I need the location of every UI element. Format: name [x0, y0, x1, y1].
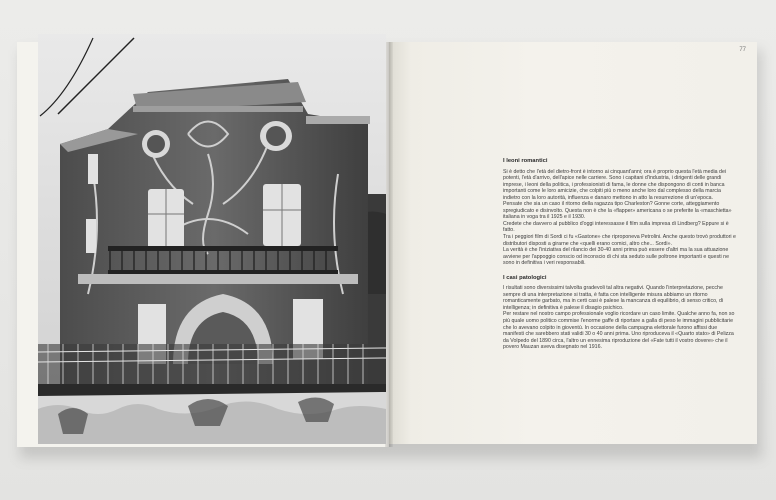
page-number: 77 [739, 47, 746, 53]
paragraph: La verità è che l'iniziativa del rilancio dei 30-40 anni prima può essere d'altri ma la sua attuazione avviene per l'appoggio conscio od inconscio di chi sta seduto sulle poltrone importanti e questi ne sono in definitiva i veri responsabili. [503, 247, 730, 267]
paragraph: Tra i peggiori film di Sordi ci fu «Gastone» che riproponeva Petrolini. Anche questo trovò produttori e distributori disposti a girarne che «quelli erano comici, altro che... Sordi». [503, 234, 736, 247]
book-gutter [385, 42, 393, 447]
section-heading-casi-patologici: I casi patologici [503, 274, 547, 281]
paragraph: Si è detto che l'età del dietro-front è intorno ai cinquant'anni; ora è proprio questa l'età media dei potenti, l'età d'arrivo, dell'apice nelle carriere. Sono i capitani d'industria, i dirigenti delle grandi imprese, i leoni della politica, i professionisti di fama, le donne che dispongono di conti in banca importanti come le loro amicizie, che colpiti più o meno anche loro dal complesso della marcia indietro con la loro autorità, influenza e danaro mettono in atto la resurrezione di un'epoca. [503, 168, 727, 201]
paragraph: Pensate che sia un caso il ritorno della ragazza tipo Charleston? Gonne corte, atteggiamento spregiudicato e disinvolto. Questa non è che la «flapper» americana o se preferite la «maschietta» italiana in voga tra il 1925 e il 1930. [503, 201, 732, 221]
building-photo [38, 34, 386, 444]
paragraph: Per restare nel nostro campo professionale voglio ricordare un caso limite. Qualche anno fa, non so più quale uomo politico commise l'enorme gaffe di riportare a galla di peso le immagini pubblicitarie che lo avevano colpito in gioventù. In occasione della campagna elettorale furono affissi due manifesti che sarebbero stati validi 30 o 40 anni prima. Uno riproduceva il «Quarto stato» di Pelizza da Volpedo del 1890 circa, l'altro un ennesima riproduzione del «Fate tutti il vostro dovere» che il povero Mauzan aveva disegnato nel 1916. [503, 311, 735, 351]
paragraph: I risultati sono diversissimi talvolta gradevoli tal altra negativi. Quando l'interpretazione, pecche sempre di una interpretazione si tratta, è fatta con intelligente misura abbiamo un ritorno romanticamente garbato, ma in certi casi è palese la mancanza di equilibrio, di senso critico, di intelligenza; in definitiva è palese il disagio psichico. [503, 285, 724, 311]
article-text-column [503, 158, 739, 351]
section-heading-leoni-romantici: I leoni romantici [503, 158, 548, 164]
paragraph: Credete che davvero al pubblico d'oggi interessasse il film sulla impresa di Lindberg? Eppure si è fatto. [503, 220, 729, 234]
